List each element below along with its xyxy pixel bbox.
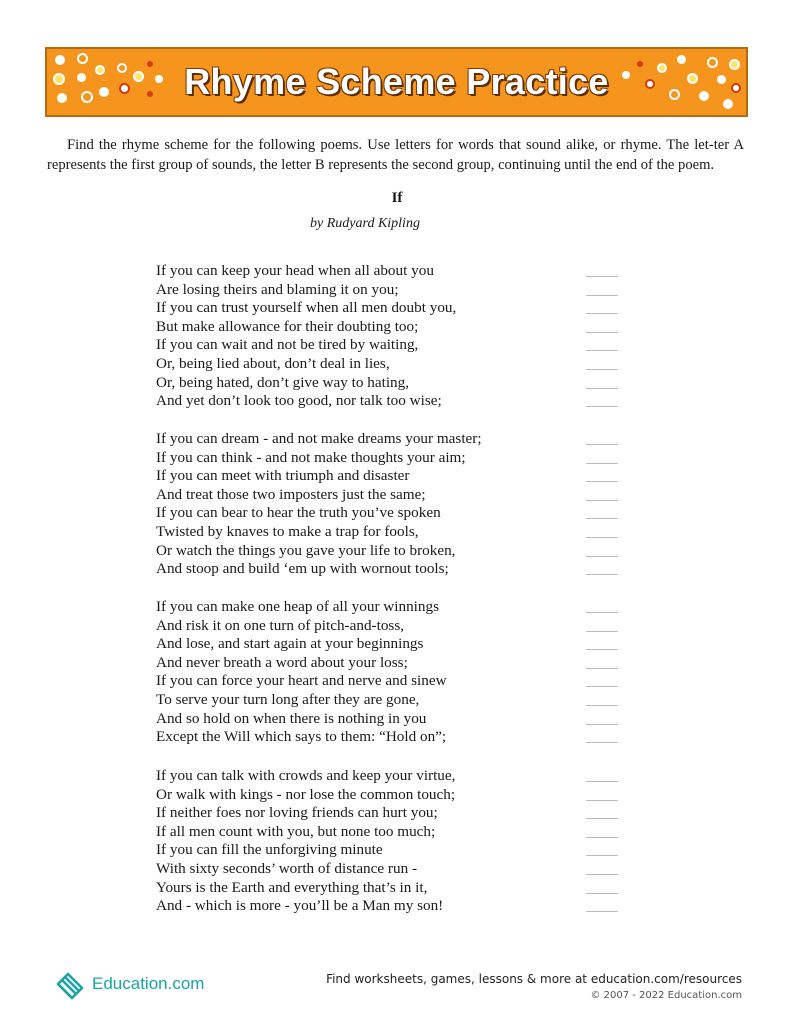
poem-line [156,617,626,636]
line-text: And - which is more - you’ll be a Man my son! [156,897,444,915]
poem-line [156,318,626,337]
answer-blank[interactable] [586,276,618,277]
education-logo[interactable] [52,966,212,1002]
line-text: If all men count with you, but none too much; [156,822,436,840]
line-text: If you can force your heart and nerve and sinew [156,672,447,690]
poem-line [156,879,626,898]
answer-blank[interactable] [586,649,618,650]
poem-line [156,710,626,729]
answer-blank[interactable] [586,781,618,782]
poem-line [156,504,626,523]
answer-blank[interactable] [586,742,618,743]
line-text: And stoop and build ‘em up with wornout tools; [156,560,449,578]
answer-blank[interactable] [586,837,618,838]
line-text: If you can fill the unforgiving minute [156,841,383,859]
line-text: Yours is the Earth and everything that’s in it, [156,878,428,896]
poem-line [156,355,626,374]
poem-line [156,262,626,281]
answer-blank[interactable] [586,388,618,389]
answer-blank[interactable] [586,818,618,819]
poem-line [156,281,626,300]
answer-blank[interactable] [586,313,618,314]
title-banner [45,47,748,117]
line-text: And lose, and start again at your beginnings [156,635,424,653]
line-text: And never breath a word about your loss; [156,653,408,671]
line-text: And so hold on when there is nothing in you [156,709,427,727]
line-text: If you can bear to hear the truth you’ve spoken [156,504,441,522]
answer-blank[interactable] [586,537,618,538]
line-text: If you can dream - and not make dreams your master; [156,430,482,447]
answer-blank[interactable] [586,724,618,725]
line-text: But make allowance for their doubting too; [156,317,419,335]
answer-blank[interactable] [586,518,618,519]
poem-line [156,672,626,691]
line-text: To serve your turn long after they are gone, [156,690,420,708]
line-text: And yet don’t look too good, nor talk too wise; [156,392,442,410]
line-text: And treat those two imposters just the same; [156,485,426,503]
poem-line [156,542,626,561]
line-text: With sixty seconds’ worth of distance run - [156,859,418,877]
poem-line [156,467,626,486]
line-text: Or watch the things you gave your life to broken, [156,541,456,559]
page-title: Rhyme Scheme Practice [184,61,609,102]
answer-blank[interactable] [586,350,618,351]
line-text: If you can meet with triumph and disaster [156,467,410,485]
answer-blank[interactable] [586,444,618,445]
poem-stanza-1 [156,262,626,411]
poem-line [156,598,626,617]
answer-blank[interactable] [586,855,618,856]
answer-blank[interactable] [586,631,618,632]
answer-blank[interactable] [586,556,618,557]
line-text: Twisted by knaves to make a trap for fools, [156,522,419,540]
answer-blank[interactable] [586,369,618,370]
poem-line [156,691,626,710]
poem-line [156,860,626,879]
line-text: Except the Will which says to them: “Hold on”; [156,728,447,746]
poem-line [156,430,626,449]
poem-stanza-2 [156,430,626,579]
line-text: Are losing theirs and blaming it on you; [156,280,399,298]
answer-blank[interactable] [586,668,618,669]
poem-line [156,767,626,786]
answer-blank[interactable] [586,500,618,501]
poem-line [156,786,626,805]
answer-blank[interactable] [586,800,618,801]
poem-line [156,449,626,468]
line-text: If you can wait and not be tired by waiting, [156,336,419,354]
answer-blank[interactable] [586,612,618,613]
line-text: Or, being hated, don’t give way to hating, [156,373,410,391]
footer-copyright: © 2007 - 2022 Education.com [590,990,742,1001]
answer-blank[interactable] [586,463,618,464]
poem-author: by Rudyard Kipling [310,216,420,231]
poem-line [156,823,626,842]
education-logo-icon [52,966,88,1002]
poem-title: If [391,190,403,206]
line-text: If you can trust yourself when all men doubt you, [156,299,457,317]
answer-blank[interactable] [586,332,618,333]
poem-line [156,560,626,579]
logo-text: Education.com [92,974,205,993]
line-text: If neither foes nor loving friends can hurt you; [156,804,438,822]
line-text: And risk it on one turn of pitch-and-toss, [156,616,405,634]
instructions-text: Find the rhyme scheme for the following poems. Use letters for words that sound alike, or rhyme. The let-ter A represents the first group of sounds, the letter B represents the second group, continuing until the end of the poem. [47,137,744,173]
poem-line [156,392,626,411]
poem-line [156,299,626,318]
answer-blank[interactable] [586,686,618,687]
poem-line [156,523,626,542]
line-text: If you can talk with crowds and keep your virtue, [156,767,456,784]
answer-blank[interactable] [586,295,618,296]
line-text: If you can keep your head when all about you [156,262,434,279]
poem-stanza-4 [156,767,626,916]
answer-blank[interactable] [586,481,618,482]
answer-blank[interactable] [586,574,618,575]
poem-line [156,486,626,505]
answer-blank[interactable] [586,874,618,875]
line-text: Or walk with kings - nor lose the common touch; [156,785,456,803]
poem-line [156,897,626,916]
poem-stanza-3 [156,598,626,747]
answer-blank[interactable] [586,911,618,912]
line-text: If you can think - and not make thoughts your aim; [156,448,466,466]
answer-blank[interactable] [586,406,618,407]
poem-line [156,635,626,654]
poem-line [156,804,626,823]
answer-blank[interactable] [586,705,618,706]
poem-line [156,374,626,393]
line-text: If you can make one heap of all your winnings [156,598,439,615]
poem-line [156,654,626,673]
footer-tagline[interactable]: Find worksheets, games, lessons & more at education.com/resources [326,972,742,986]
poem-line [156,336,626,355]
answer-blank[interactable] [586,893,618,894]
poem-line [156,841,626,860]
line-text: Or, being lied about, don’t deal in lies, [156,354,390,372]
poem-line [156,728,626,747]
